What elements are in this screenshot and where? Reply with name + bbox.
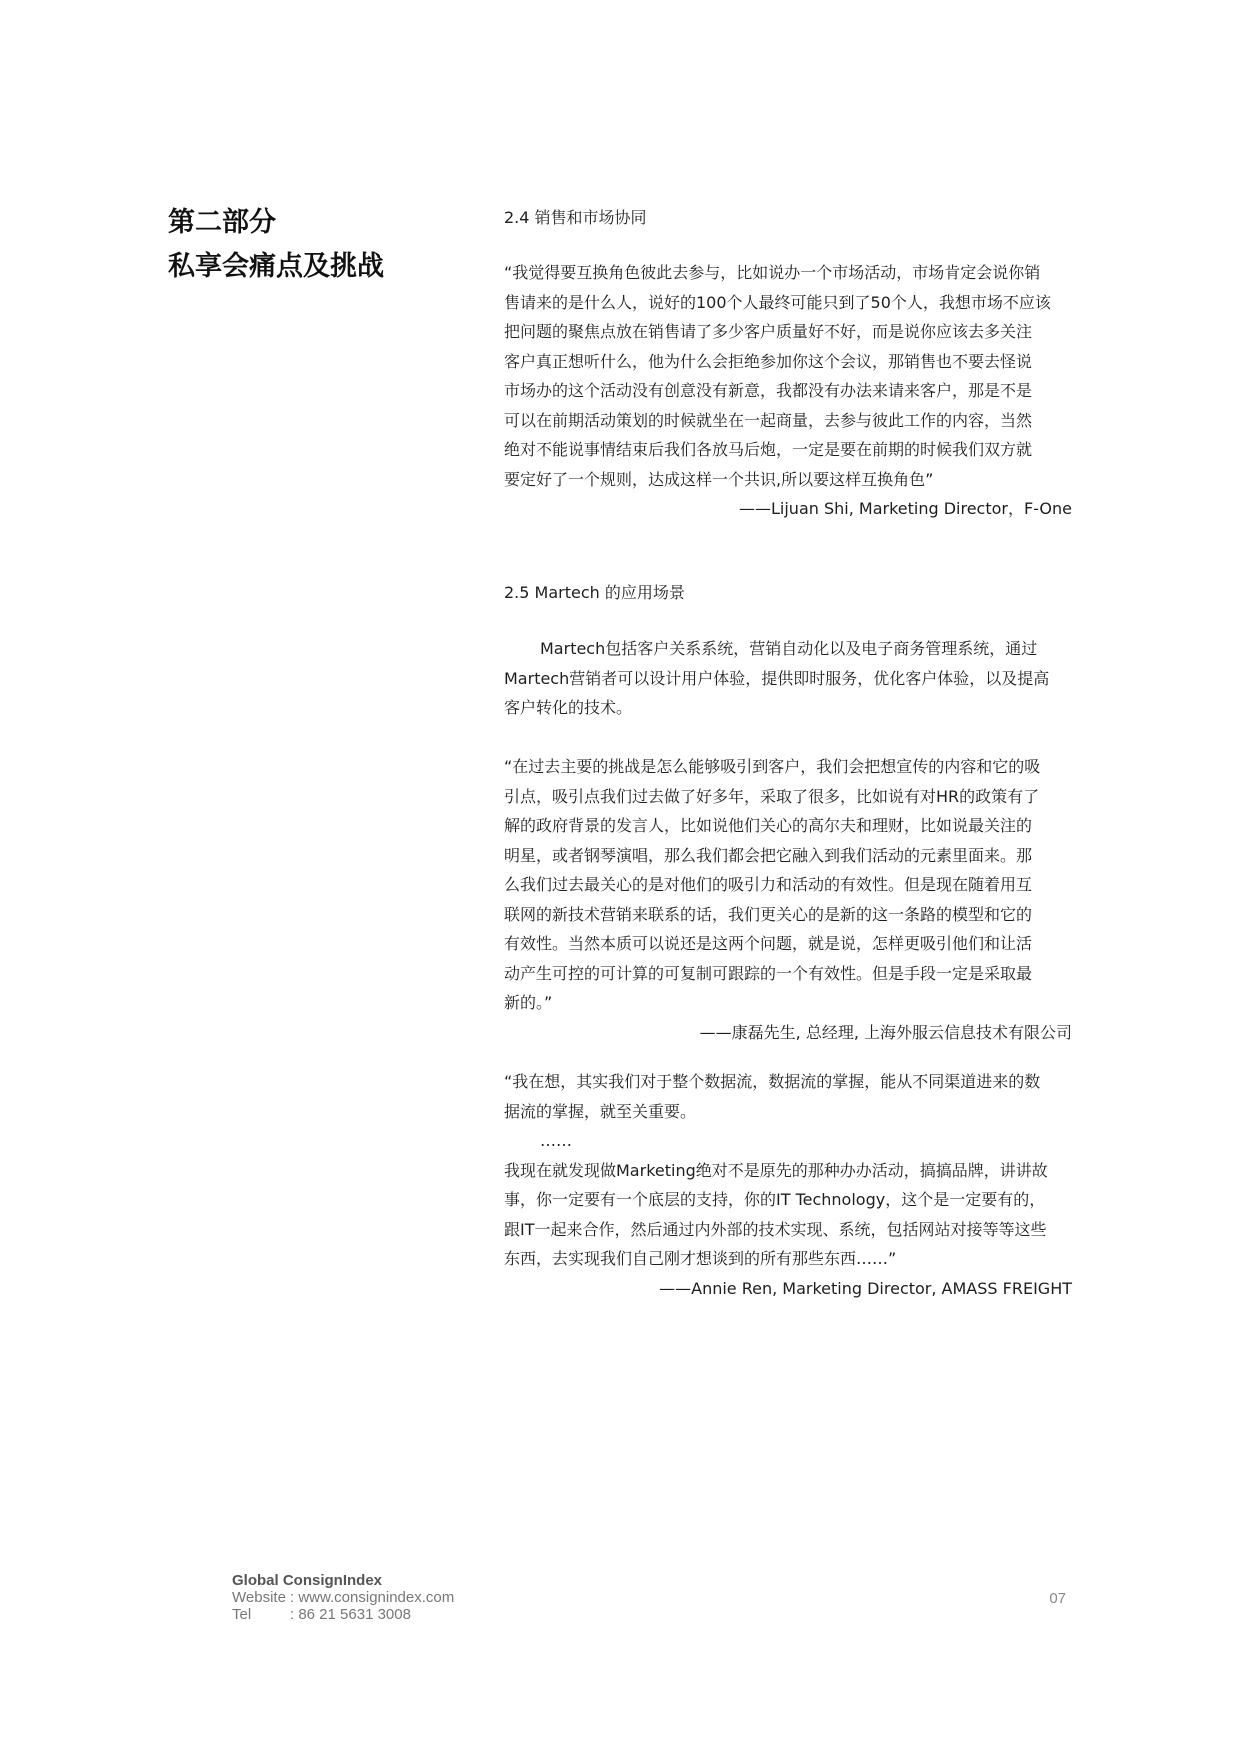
quote-line: 要定好了一个规则，达成这样一个共识,所以要这样互换角色” xyxy=(504,469,934,489)
section-title xyxy=(168,201,384,289)
quote-line: 明星，或者钢琴演唱，那么我们都会把它融入到我们活动的元素里面来。那 xyxy=(504,845,1033,865)
quote-line: 可以在前期活动策划的时候就坐在一起商量，去参与彼此工作的内容，当然 xyxy=(504,410,1033,430)
page-number: 07 xyxy=(1049,1590,1066,1607)
section-2-4-quote xyxy=(504,258,1072,524)
footer-website-value: : www.consignindex.com xyxy=(290,1589,455,1606)
quote-ellipsis: …… xyxy=(540,1131,572,1150)
quote-line: 动产生可控的可计算的可复制可跟踪的一个有效性。但是手段一定是采取最 xyxy=(504,963,1033,983)
quote-line: 售请来的是什么人，说好的100个人最终可能只到了50个人，我想市场不应该 xyxy=(504,292,1051,312)
footer-website xyxy=(232,1589,454,1606)
quote-line: “我在想，其实我们对于整个数据流，数据流的掌握，能从不同渠道进来的数 xyxy=(504,1072,1041,1091)
quote-line: 绝对不能说事情结束后我们各放马后炮，一定是要在前期的时候我们双方就 xyxy=(504,440,1033,459)
quote-line: 联网的新技术营销来联系的话，我们更关心的是新的这一条路的模型和它的 xyxy=(504,904,1033,924)
quote-line: 事，你一定要有一个底层的支持，你的IT Technology，这个是一定要有的， xyxy=(504,1190,1046,1209)
quote-line: 解的政府背景的发言人，比如说他们关心的高尔夫和理财，比如说最关注的 xyxy=(504,816,1033,835)
quote-line: 据流的掌握，就至关重要。 xyxy=(504,1101,697,1121)
intro-line: Martech包括客户关系系统，营销自动化以及电子商务管理系统，通过 xyxy=(540,639,1038,658)
section-2-5 xyxy=(504,582,1072,604)
quote-line: 跟IT一起来合作，然后通过内外部的技术实现、系统，包括网站对接等等这些 xyxy=(504,1219,1047,1239)
section-2-5-intro xyxy=(504,634,1072,723)
section-title-topic: 私享会痛点及挑战 xyxy=(168,251,384,282)
section-2-4-heading: 2.4 销售和市场协同 xyxy=(504,208,647,227)
footer-tel-label: Tel xyxy=(232,1606,252,1623)
quote-line: “我觉得要互换角色彼此去参与，比如说办一个市场活动，市场肯定会说你销 xyxy=(504,263,1041,282)
footer-brand: Global ConsignIndex xyxy=(232,1572,383,1589)
quote-line: 东西，去实现我们自己刚才想谈到的所有那些东西……” xyxy=(504,1249,897,1268)
quote-line: 新的。” xyxy=(504,993,553,1012)
intro-line: Martech营销者可以设计用户体验，提供即时服务，优化客户体验，以及提高 xyxy=(504,668,1050,688)
quote-line: “在过去主要的挑战是怎么能够吸引到客户，我们会把想宣传的内容和它的吸 xyxy=(504,757,1041,776)
quote-line: 么我们过去最关心的是对他们的吸引力和活动的有效性。但是现在随着用互 xyxy=(504,875,1033,894)
section-2-5-quote-1 xyxy=(504,752,1072,1047)
quote-line: 市场办的这个活动没有创意没有新意，我都没有办法来请来客户，那是不是 xyxy=(504,381,1033,400)
intro-line: 客户转化的技术。 xyxy=(504,698,633,717)
quote-line: 引点，吸引点我们过去做了好多年，采取了很多，比如说有对HR的政策有了 xyxy=(504,786,1040,806)
quote-line: 我现在就发现做Marketing绝对不是原先的那种办办活动，搞搞品牌，讲讲故 xyxy=(504,1160,1048,1180)
footer-tel xyxy=(232,1606,454,1623)
quote-line: 客户真正想听什么，他为什么会拒绝参加你这个会议，那销售也不要去怪说 xyxy=(504,351,1033,371)
quote-attribution: ——Annie Ren, Marketing Director, AMASS FREIGHT xyxy=(659,1278,1072,1298)
section-title-part: 第二部分 xyxy=(168,207,276,238)
quote-attribution: ——Lijuan Shi, Marketing Director，F-One xyxy=(739,499,1072,518)
footer xyxy=(232,1572,454,1623)
footer-website-label: Website xyxy=(232,1589,286,1606)
section-2-4 xyxy=(504,207,1072,229)
section-2-5-heading: 2.5 Martech 的应用场景 xyxy=(504,583,685,602)
quote-line: 把问题的聚焦点放在销售请了多少客户质量好不好，而是说你应该去多关注 xyxy=(504,322,1033,341)
section-2-5-quote-2 xyxy=(504,1067,1072,1303)
footer-tel-value: : 86 21 5631 3008 xyxy=(290,1606,411,1623)
quote-line: 有效性。当然本质可以说还是这两个问题，就是说，怎样更吸引他们和让活 xyxy=(504,934,1033,953)
quote-attribution: ——康磊先生, 总经理, 上海外服云信息技术有限公司 xyxy=(699,1022,1072,1042)
